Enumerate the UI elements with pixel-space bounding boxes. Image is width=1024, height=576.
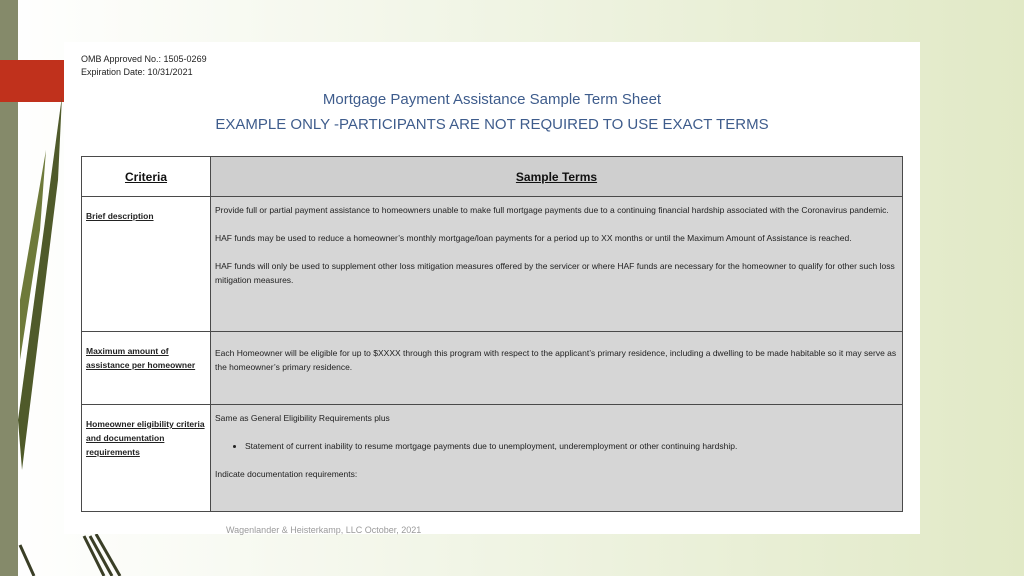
terms-table [81, 156, 903, 512]
terms-paragraph: HAF funds will only be used to supplement other loss mitigation measures offered by the servicer or where HAF funds are necessary for the homeowner to qualify for other such loss mitigation measures. [215, 261, 895, 285]
terms-bullet-list [215, 439, 898, 453]
terms-paragraph: Provide full or partial payment assistance to homeowners unable to make full mortgage payments due to a continuing financial hardship associated with the Coronavirus pandemic. [215, 205, 889, 215]
table-header-row [82, 157, 903, 197]
table-row [82, 197, 903, 332]
omb-approval-number: OMB Approved No.: 1505-0269 [81, 54, 207, 64]
omb-expiration-date: Expiration Date: 10/31/2021 [81, 67, 193, 77]
omb-info [81, 53, 207, 79]
terms-bullet-item: • Statement of current inability to resume mortgage payments due to unemployment, underemployment or other continuing hardship. [245, 439, 898, 453]
document-subtitle: EXAMPLE ONLY -PARTICIPANTS ARE NOT REQUIRED TO USE EXACT TERMS [215, 116, 769, 133]
footer-text: Wagenlander & Heisterkamp, LLC October, 2021 [226, 525, 422, 535]
table-row [82, 332, 903, 405]
criteria-cell: Homeowner eligibility criteria and documentation requirements [82, 405, 211, 512]
terms-paragraph: Indicate documentation requirements: [215, 469, 358, 479]
criteria-header: Criteria [82, 157, 211, 197]
terms-paragraph: Same as General Eligibility Requirements plus [215, 413, 390, 423]
terms-cell [211, 332, 903, 405]
criteria-cell: Maximum amount of assistance per homeowner [82, 332, 211, 405]
term-sheet-document [64, 42, 920, 534]
sample-terms-header: Sample Terms [211, 157, 903, 197]
terms-cell [211, 405, 903, 512]
document-title: Mortgage Payment Assistance Sample Term Sheet [322, 91, 662, 108]
table-row [82, 405, 903, 512]
terms-cell [211, 197, 903, 332]
terms-paragraph: Each Homeowner will be eligible for up to $XXXX through this program with respect to the applicant’s primary residence, including a dwelling to be made habitable so it may serve as the homeowner’s primary residence. [215, 348, 897, 372]
criteria-cell: Brief description [82, 197, 211, 332]
terms-paragraph: HAF funds may be used to reduce a homeowner’s monthly mortgage/loan payments for a period up to XX months or until the Maximum Amount of Assistance is reached. [215, 233, 852, 243]
